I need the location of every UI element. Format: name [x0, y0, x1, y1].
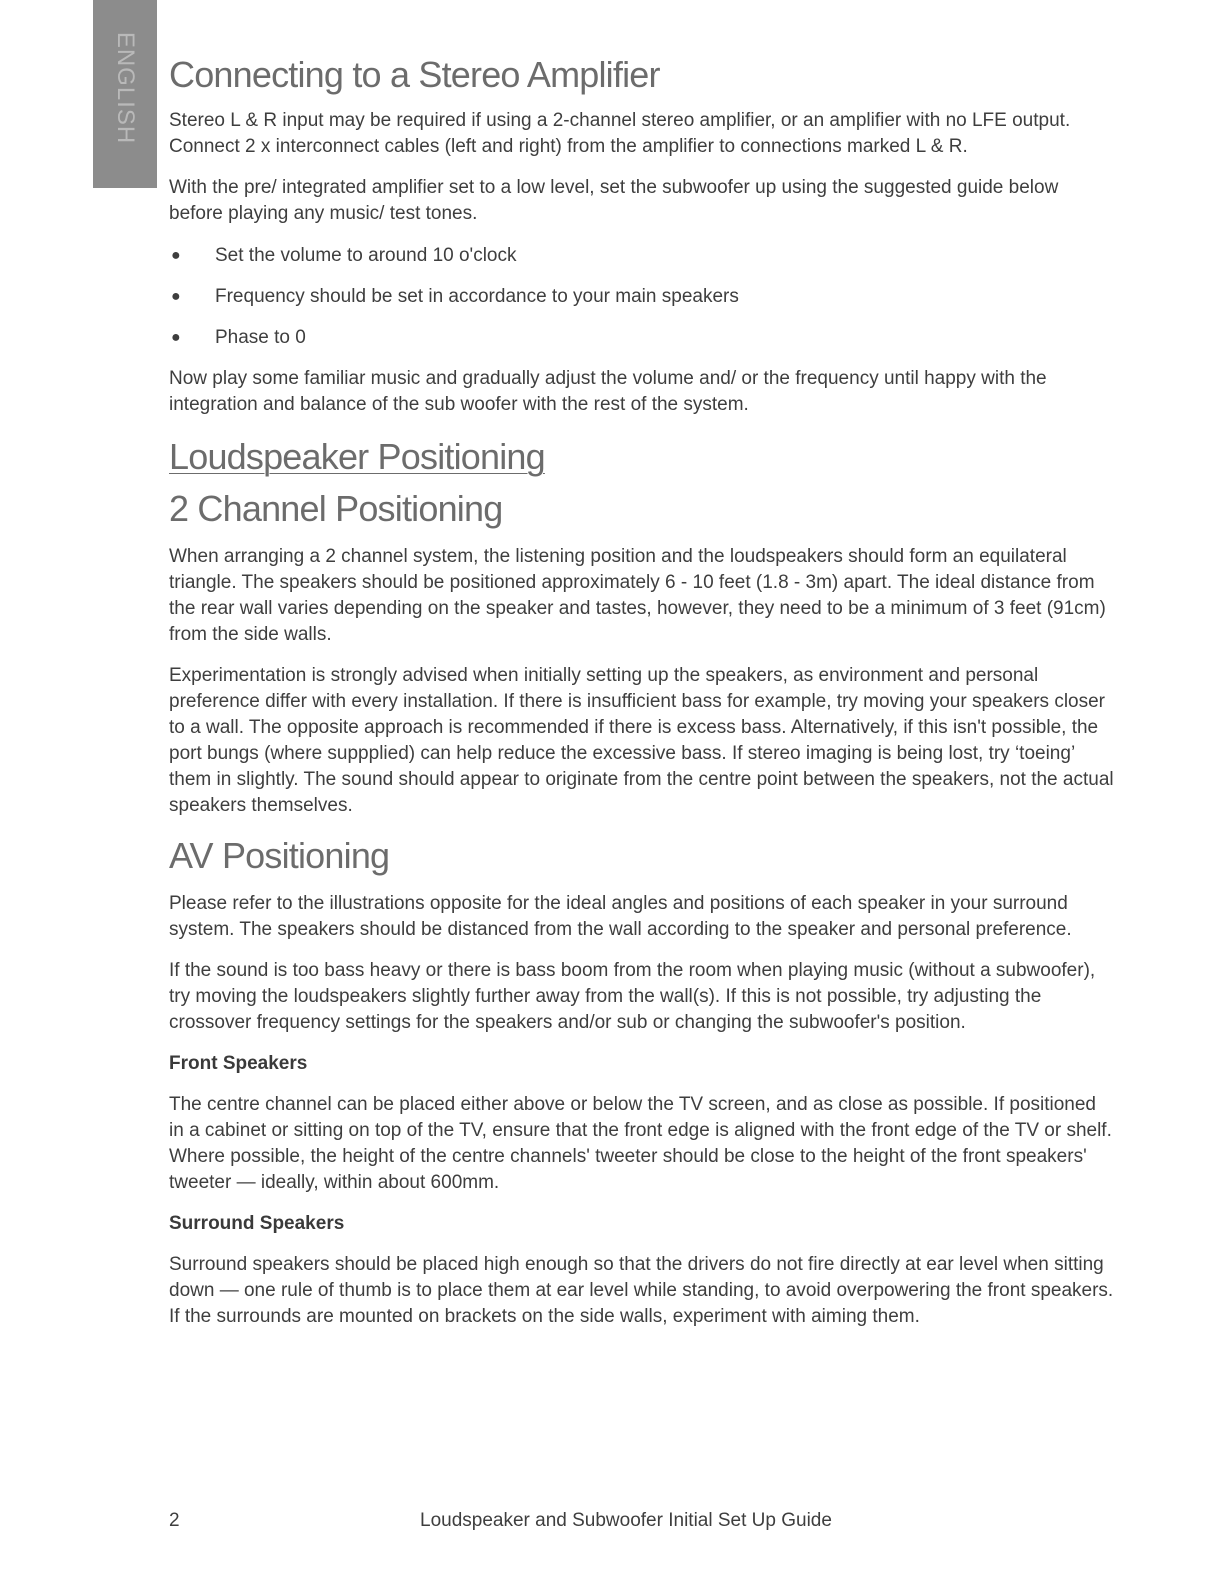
heading-front-speakers: Front Speakers [169, 1053, 308, 1074]
av-paragraph-1: Please refer to the illustrations opposite for the ideal angles and positions of each speaker in your surround system. The speakers should be distanced from the wall according to the speaker and personal preference. [169, 893, 1072, 940]
bullet-icon: ● [171, 247, 181, 264]
front-speakers-paragraph: The centre channel can be placed either above or below the TV screen, and as close as possible. If positioned in a cabinet or sitting on top of the TV, ensure that the front edge is aligned with the front edge of the TV or shelf. Where possible, the height of the centre channels' tweeter should be close to the height of the front speakers' tweeter — ideally, within about 600mm. [169, 1094, 1112, 1193]
page-footer [169, 1510, 1114, 1536]
list-item: ● Set the volume to around 10 o'clock [169, 243, 1114, 269]
two-channel-paragraph-2: Experimentation is strongly advised when initially setting up the speakers, as environment and personal preference differ with every installation. If there is insufficient bass for example, try moving your speakers closer to a wall. The opposite approach is recommended if there is excess bass. Alternatively, if this isn't possible, the port bungs (where suppplied) can help reduce the excessive bass. If stereo imaging is being lost, try ‘toeing’ them in slightly. The sound should appear to originate from the centre point between the speakers, not the actual speakers themselves. [169, 665, 1114, 816]
list-item: ● Phase to 0 [169, 325, 1114, 351]
heading-loudspeaker-positioning: Loudspeaker Positioning [169, 436, 545, 477]
stereo-paragraph-2: With the pre/ integrated amplifier set to a low level, set the subwoofer up using the suggested guide below before playing any music/ test tones. [169, 177, 1059, 224]
stereo-paragraph-1: Stereo L & R input may be required if using a 2-channel stereo amplifier, or an amplifier with no LFE output. Connect 2 x interconnect cables (left and right) from the amplifier to connections marked L & R. [169, 110, 1071, 157]
page-content [169, 52, 1114, 1330]
page-number: 2 [169, 1510, 180, 1531]
heading-stereo-amplifier: Connecting to a Stereo Amplifier [169, 54, 660, 95]
list-item: ● Frequency should be set in accordance to your main speakers [169, 284, 1114, 310]
surround-speakers-paragraph: Surround speakers should be placed high enough so that the drivers do not fire directly at ear level when sitting down — one rule of thumb is to place them at ear level while standing, to avoid overpowering the front speakers. If the surrounds are mounted on brackets on the side walls, experiment with aiming them. [169, 1254, 1114, 1327]
stereo-paragraph-3: Now play some familiar music and gradually adjust the volume and/ or the frequency until happy with the integration and balance of the sub woofer with the rest of the system. [169, 368, 1047, 415]
footer-title: Loudspeaker and Subwoofer Initial Set Up Guide [420, 1510, 832, 1531]
two-channel-paragraph-1: When arranging a 2 channel system, the listening position and the loudspeakers should form an equilateral triangle. The speakers should be positioned approximately 6 - 10 feet (1.8 - 3m) apart. The ideal distance from the rear wall varies depending on the speaker and tastes, however, they need to be a minimum of 3 feet (91cm) from the side walls. [169, 546, 1106, 645]
heading-surround-speakers: Surround Speakers [169, 1213, 345, 1234]
heading-2-channel-positioning: 2 Channel Positioning [169, 488, 503, 529]
av-paragraph-2: If the sound is too bass heavy or there is bass boom from the room when playing music (without a subwoofer), try moving the loudspeakers slightly further away from the wall(s). If this is not possible, try adjusting the crossover frequency settings for the speakers and/or sub or changing the subwoofer's position. [169, 960, 1096, 1033]
language-tab-label: ENGLISH [112, 31, 139, 145]
language-tab [93, 0, 157, 188]
bullet-icon: ● [171, 329, 181, 346]
stereo-setup-list [169, 243, 1114, 351]
bullet-icon: ● [171, 288, 181, 305]
heading-av-positioning: AV Positioning [169, 835, 390, 876]
